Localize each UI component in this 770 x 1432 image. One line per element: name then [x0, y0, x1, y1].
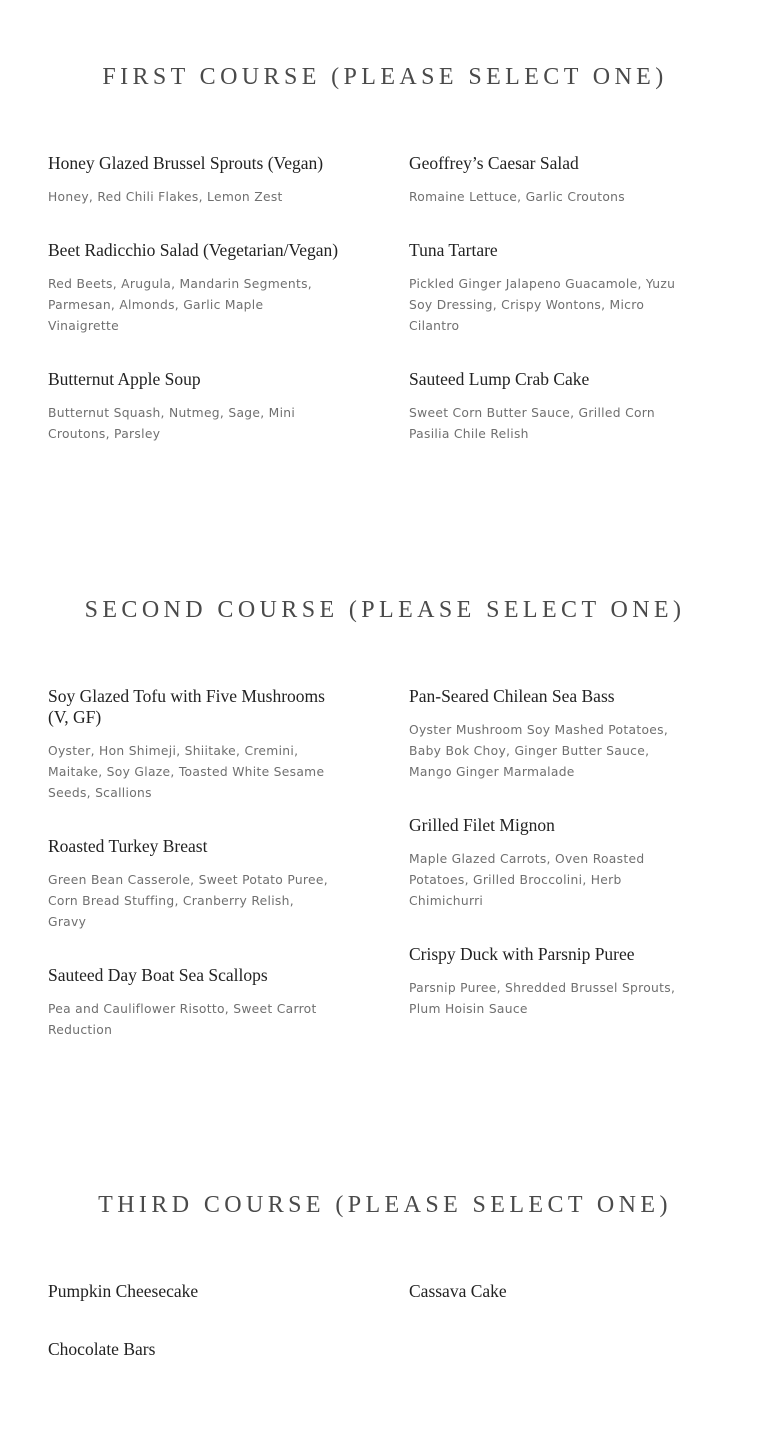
menu-item [48, 1278, 368, 1302]
menu-item [48, 1336, 368, 1360]
menu-item-name: Beet Radicchio Salad (Vegetarian/Vegan) [48, 240, 339, 260]
menu-item-name: Sauteed Day Boat Sea Scallops [48, 965, 268, 985]
menu-item [409, 366, 699, 445]
menu-item [409, 941, 699, 1020]
menu-item-description: Maple Glazed Carrots, Oven Roasted Potatoes, Grilled Broccolini, Herb Chimichurri [409, 852, 645, 908]
menu-item-name: Sauteed Lump Crab Cake [409, 369, 590, 389]
menu-item-name: Geoffrey’s Caesar Salad [409, 153, 579, 173]
menu-item-name: Grilled Filet Mignon [409, 815, 555, 835]
menu-item-description: Sweet Corn Butter Sauce, Grilled Corn Pasilia Chile Relish [409, 406, 656, 441]
menu-item-description: Parsnip Puree, Shredded Brussel Sprouts, Plum Hoisin Sauce [409, 981, 676, 1016]
menu-item-name: Butternut Apple Soup [48, 369, 201, 389]
menu-item-name: Tuna Tartare [409, 240, 498, 260]
second-course-right-column [409, 683, 699, 1020]
menu-item-description: Oyster Mushroom Soy Mashed Potatoes, Baby Bok Choy, Ginger Butter Sauce, Mango Ginger Marmalade [409, 723, 669, 779]
menu-item [409, 683, 699, 783]
menu-item-description: Oyster, Hon Shimeji, Shiitake, Cremini, Maitake, Soy Glaze, Toasted White Sesame Seeds, Scallions [48, 744, 325, 800]
menu-item-name: Chocolate Bars [48, 1339, 156, 1359]
menu-item-description: Pea and Cauliflower Risotto, Sweet Carrot Reduction [48, 1002, 317, 1037]
menu-item-description: Pickled Ginger Jalapeno Guacamole, Yuzu Soy Dressing, Crispy Wontons, Micro Cilantro [409, 277, 676, 333]
menu-item [409, 812, 699, 912]
second-course-left-column [48, 683, 348, 1041]
menu-item-name: Cassava Cake [409, 1281, 507, 1301]
menu-item-name: Roasted Turkey Breast [48, 836, 208, 856]
menu-item [48, 237, 368, 337]
third-course-left-column [48, 1278, 368, 1360]
menu-item [409, 1278, 699, 1302]
menu-item-name: Pan-Seared Chilean Sea Bass [409, 686, 615, 706]
menu-item-description: Romaine Lettuce, Garlic Croutons [409, 190, 625, 204]
course-title-second: SECOND COURSE (PLEASE SELECT ONE) [84, 597, 686, 623]
menu-item-name: Honey Glazed Brussel Sprouts (Vegan) [48, 153, 324, 173]
menu-item-description: Honey, Red Chili Flakes, Lemon Zest [48, 190, 283, 204]
third-course-right-column [409, 1278, 699, 1302]
menu-item-name: Crispy Duck with Parsnip Puree [409, 944, 635, 964]
menu-item-description: Butternut Squash, Nutmeg, Sage, Mini Croutons, Parsley [48, 406, 296, 441]
menu-item-name: Soy Glazed Tofu with Five Mushrooms (V, GF) [48, 686, 325, 727]
menu-item-description: Green Bean Casserole, Sweet Potato Puree, Corn Bread Stuffing, Cranberry Relish, Gravy [48, 873, 328, 929]
menu-item-description: Red Beets, Arugula, Mandarin Segments, Parmesan, Almonds, Garlic Maple Vinaigrette [48, 277, 313, 333]
menu-item [48, 366, 368, 445]
menu-item [48, 683, 348, 804]
first-course-left-column [48, 150, 368, 445]
menu-item [409, 150, 699, 208]
menu-item [48, 962, 348, 1041]
menu-item-name: Pumpkin Cheesecake [48, 1281, 199, 1301]
menu-item [48, 833, 348, 933]
first-course-right-column [409, 150, 699, 445]
menu-item [48, 150, 368, 208]
course-title-first: FIRST COURSE (PLEASE SELECT ONE) [102, 64, 668, 90]
menu-item [409, 237, 699, 337]
course-title-third: THIRD COURSE (PLEASE SELECT ONE) [98, 1192, 672, 1218]
